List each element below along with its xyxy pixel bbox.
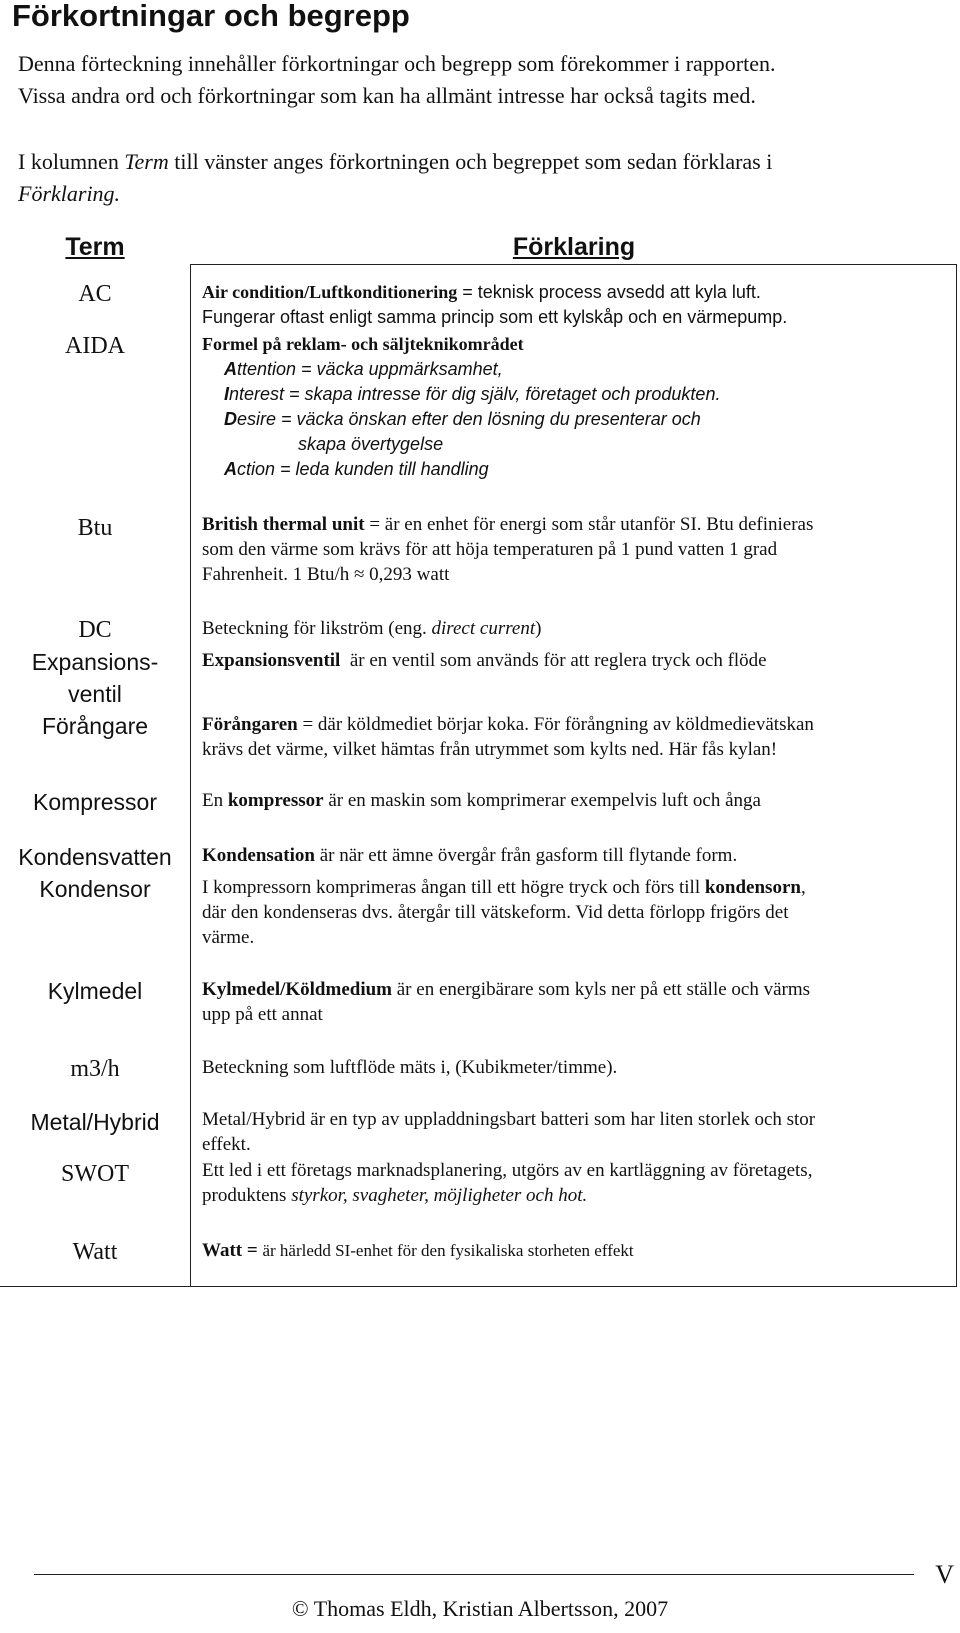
table-border-bottom <box>0 1286 957 1287</box>
intro-line: Denna förteckning innehåller förkortningar och begrepp som förekommer i rapporten. <box>18 51 776 76</box>
explanation-btu: British thermal unit = är en enhet för energi som står utanför SI. Btu definieras som den värme som krävs för att höja temperaturen på 1 pund vatten 1 grad Fahrenheit. 1 Btu/h ≈ 0,293 watt <box>202 514 814 585</box>
explanation-watt: Watt = är härledd SI-enhet för den fysikaliska storheten effekt <box>202 1240 634 1261</box>
term-m3h: m3/h <box>70 1056 120 1082</box>
intro-line: Vissa andra ord och förkortningar som kan ha allmänt intresse har också tagits med. <box>18 83 756 108</box>
explanation-kondensvatten: Kondensation är när ett ämne övergår från gasform till flytande form. <box>202 845 738 866</box>
term-forangare: Förångare <box>41 713 149 739</box>
page-number: V <box>935 1560 954 1589</box>
term-btu: Btu <box>77 515 113 541</box>
explanation-kondensor: I kompressorn komprimeras ångan till ett högre tryck och förs till kondensorn, där den kondenseras dvs. återgår till vätskeform. Vid detta förlopp frigörs det värme. <box>202 877 806 948</box>
term-kondensor: Kondensor <box>39 876 151 902</box>
term-ac: AC <box>78 281 112 307</box>
intro-line: Förklaring. <box>18 181 121 206</box>
footer-rule <box>34 1574 914 1575</box>
explanation-kompressor: En kompressor är en maskin som komprimerar exempelvis luft och ånga <box>202 790 761 811</box>
column-header-term: Term <box>65 233 125 261</box>
explanation-metal-hybrid: Metal/Hybrid är en typ av uppladdningsbart batteri som har liten storlek och stor effekt. <box>202 1109 816 1155</box>
explanation-aida: Formel på reklam- och säljteknikområdet Attention = väcka uppmärksamhet, Interest = skapa intresse för dig själv, företaget och produkten. Desire = väcka önskan efter den lösning du presenterar och skapa övertygelse Action = leda kunden till handling <box>202 334 721 479</box>
term-metal-hybrid: Metal/Hybrid <box>30 1109 160 1135</box>
term-dc: DC <box>78 617 112 643</box>
intro-paragraph-2 <box>18 146 772 210</box>
term-watt: Watt <box>72 1239 118 1265</box>
footer-copyright: © Thomas Eldh, Kristian Albertsson, 2007 <box>291 1596 669 1621</box>
table-border-right <box>956 264 957 1286</box>
explanation-kylmedel: Kylmedel/Köldmedium är en energibärare som kyls ner på ett ställe och värms upp på ett annat <box>202 979 811 1025</box>
term-kompressor: Kompressor <box>33 789 157 815</box>
explanation-dc: Beteckning för likström (eng. direct current) <box>202 618 542 639</box>
term-expansionsventil: Expansions- ventil <box>31 649 159 707</box>
table-border-top <box>190 264 957 265</box>
column-header-explanation: Förklaring <box>512 233 636 261</box>
explanation-m3h: Beteckning som luftflöde mäts i, (Kubikmeter/timme). <box>202 1057 618 1078</box>
page-title: Förkortningar och begrepp <box>12 0 410 33</box>
intro-line: I kolumnen Term till vänster anges förkortningen och begreppet som sedan förklaras i <box>18 149 773 174</box>
term-swot: SWOT <box>61 1161 129 1187</box>
explanation-forangare: Förångaren = där köldmediet börjar koka. För förångning av köldmedievätskan krävs det värme, vilket hämtas från utrymmet som kylts ned. Här fås kylan! <box>202 714 814 760</box>
explanation-expansionsventil: Expansionsventil är en ventil som används för att reglera tryck och flöde <box>202 650 767 671</box>
explanation-ac: Air condition/Luftkonditionering = teknisk process avsedd att kyla luft. Fungerar oftast enligt samma princip som ett kylskåp och en värmepump. <box>202 282 788 327</box>
intro-paragraph-1 <box>18 48 776 112</box>
term-kondensvatten: Kondensvatten <box>18 844 172 870</box>
explanation-swot: Ett led i ett företags marknadsplanering, utgörs av en kartläggning av företagets, produktens styrkor, svagheter, möjligheter och hot. <box>202 1160 813 1206</box>
term-kylmedel: Kylmedel <box>47 978 143 1004</box>
table-divider <box>190 264 191 1286</box>
term-aida: AIDA <box>65 333 125 359</box>
